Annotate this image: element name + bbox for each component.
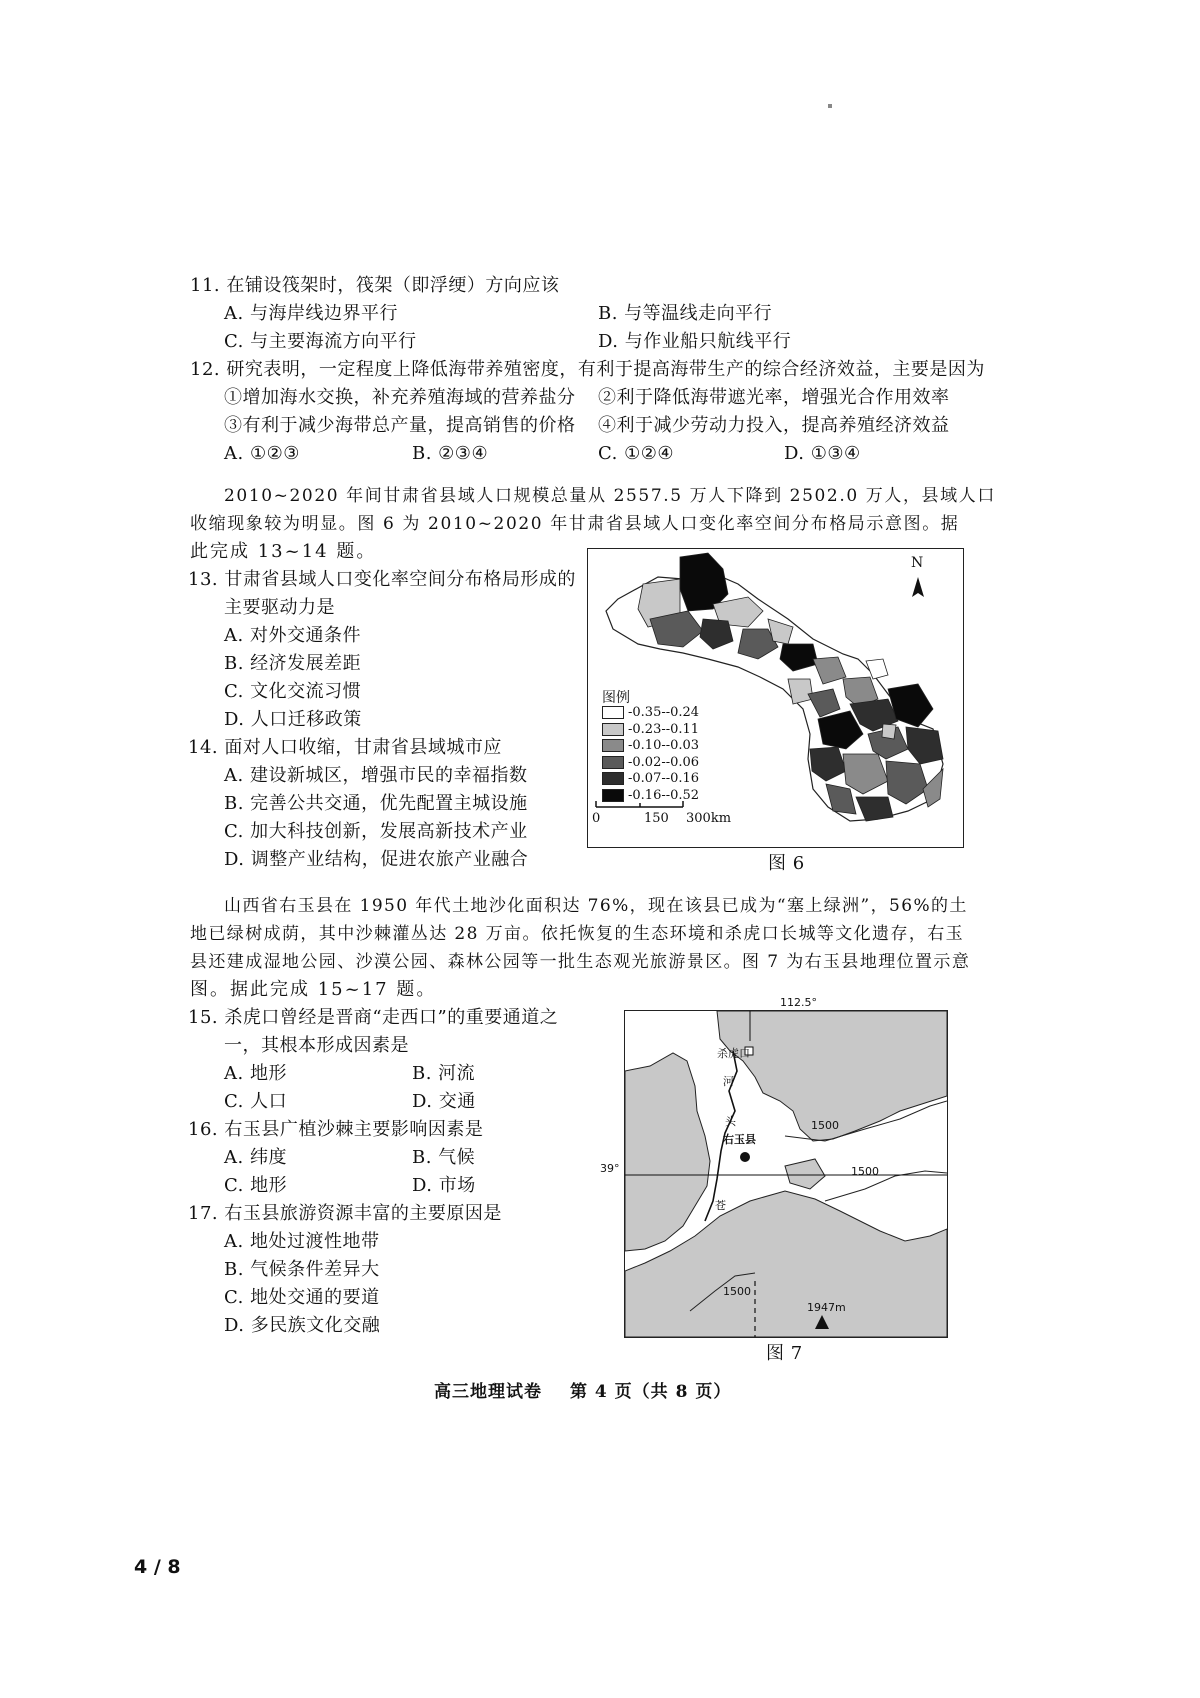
passage2-line1: 山西省右玉县在 1950 年代土地沙化面积达 76%，现在该县已成为“塞上绿洲”，56%的土 bbox=[224, 896, 968, 916]
q14-option-b: B. 完善公共交通，优先配置主城设施 bbox=[224, 793, 528, 814]
legend-swatch bbox=[602, 789, 624, 802]
q12-statement-3: ③有利于减少海带总产量，提高销售的价格 bbox=[224, 415, 576, 436]
q15-option-a: A. 地形 bbox=[224, 1063, 287, 1084]
q14-option-c: C. 加大科技创新，发展高新技术产业 bbox=[224, 821, 528, 842]
scale-label-150: 150 bbox=[644, 811, 669, 826]
legend-label: -0.16--0.52 bbox=[628, 787, 700, 803]
legend-swatch bbox=[602, 772, 624, 785]
q16-option-a: A. 纬度 bbox=[224, 1147, 287, 1168]
pass-label: 杀虎口 bbox=[717, 1047, 750, 1060]
q12-option-c: C. ①②④ bbox=[598, 443, 674, 464]
longitude-label: 112.5° bbox=[780, 996, 817, 1009]
north-label: N bbox=[911, 555, 924, 571]
q13-stem-line2: 主要驱动力是 bbox=[224, 597, 335, 618]
q13-option-d: D. 人口迁移政策 bbox=[224, 709, 362, 730]
scan-speck bbox=[828, 104, 832, 108]
highland-west bbox=[625, 1053, 710, 1251]
legend-label: -0.07--0.16 bbox=[628, 771, 700, 786]
q12-stem: 12. 研究表明，一定程度上降低海带养殖密度，有利于提高海带生产的综合经济效益，主要是因为 bbox=[190, 359, 985, 380]
q15-stem-line2: 一，其根本形成因素是 bbox=[224, 1035, 409, 1056]
figure-6-caption: 图 6 bbox=[768, 853, 805, 874]
scale-label-300km: 300km bbox=[686, 811, 732, 826]
legend-item bbox=[602, 771, 699, 786]
passage2-line4: 图。据此完成 15~17 题。 bbox=[190, 979, 437, 1000]
q14-stem: 14. 面对人口收缩，甘肃省县域城市应 bbox=[188, 737, 502, 758]
river-label-1: 河 bbox=[723, 1075, 734, 1088]
q12-option-b: B. ②③④ bbox=[412, 443, 489, 464]
q16-option-d: D. 市场 bbox=[412, 1175, 476, 1196]
contour-label-1: 1500 bbox=[811, 1119, 839, 1132]
legend-item bbox=[602, 755, 699, 770]
legend-item bbox=[602, 705, 699, 720]
q15-option-d: D. 交通 bbox=[412, 1091, 476, 1112]
page-indicator: 4 / 8 bbox=[134, 1556, 181, 1578]
latitude-label: 39° bbox=[600, 1162, 620, 1175]
figure-6-map bbox=[587, 548, 964, 848]
legend-swatch bbox=[602, 739, 624, 752]
peak-label: 1947m bbox=[807, 1301, 846, 1314]
passage1-line1: 2010~2020 年间甘肃省县域人口规模总量从 2557.5 万人下降到 2502.0 万人，县域人口 bbox=[224, 486, 996, 506]
q12-statement-2: ②利于降低海带遮光率，增强光合作用效率 bbox=[598, 387, 950, 408]
figure-7-map bbox=[624, 1010, 948, 1338]
legend-swatch bbox=[602, 756, 624, 769]
legend-item bbox=[602, 722, 699, 737]
legend-label: -0.02--0.06 bbox=[628, 754, 700, 770]
contour-label-3: 1500 bbox=[723, 1285, 751, 1298]
q16-option-c: C. 地形 bbox=[224, 1175, 288, 1196]
q13-option-b: B. 经济发展差距 bbox=[224, 653, 362, 674]
river-label-3: 苍 bbox=[715, 1199, 726, 1212]
q12-option-d: D. ①③④ bbox=[784, 443, 861, 464]
hill-interior bbox=[785, 1159, 825, 1189]
q11-option-d: D. 与作业船只航线平行 bbox=[598, 331, 792, 352]
scale-label-0: 0 bbox=[592, 811, 601, 826]
passage1-line3: 此完成 13~14 题。 bbox=[190, 541, 377, 562]
q17-option-d: D. 多民族文化交融 bbox=[224, 1315, 381, 1336]
footer-title: 高三地理试卷 bbox=[434, 1382, 542, 1402]
q11-option-c: C. 与主要海流方向平行 bbox=[224, 331, 417, 352]
youyu-topo-map bbox=[625, 1011, 947, 1337]
legend-label: -0.23--0.11 bbox=[628, 721, 700, 737]
q17-stem: 17. 右玉县旅游资源丰富的主要原因是 bbox=[188, 1203, 502, 1224]
q13-option-a: A. 对外交通条件 bbox=[224, 625, 361, 646]
q12-statement-1: ①增加海水交换，补充养殖海域的营养盐分 bbox=[224, 387, 576, 408]
q14-option-d: D. 调整产业结构，促进农旅产业融合 bbox=[224, 849, 529, 870]
passage1-line2: 收缩现象较为明显。图 6 为 2010~2020 年甘肃省县域人口变化率空间分布格局示意图。据 bbox=[190, 514, 960, 534]
q15-option-c: C. 人口 bbox=[224, 1091, 288, 1112]
q11-stem: 11. 在铺设筏架时，筏架（即浮绠）方向应该 bbox=[190, 275, 560, 296]
county-label: 右玉县 bbox=[723, 1133, 756, 1146]
q12-option-a: A. ①②③ bbox=[224, 443, 300, 464]
q13-option-c: C. 文化交流习惯 bbox=[224, 681, 362, 702]
river-label-2: 头 bbox=[725, 1115, 736, 1128]
q15-option-b: B. 河流 bbox=[412, 1063, 476, 1084]
county-seat-dot-icon bbox=[740, 1152, 750, 1162]
legend-title: 图例 bbox=[602, 690, 630, 706]
q15-stem-line1: 15. 杀虎口曾经是晋商“走西口”的重要通道之 bbox=[188, 1007, 559, 1028]
contour-label-2: 1500 bbox=[851, 1165, 879, 1178]
q17-option-c: C. 地处交通的要道 bbox=[224, 1287, 380, 1308]
passage2-line3: 县还建成湿地公园、沙漠公园、森林公园等一批生态观光旅游景区。图 7 为右玉县地理位置示意 bbox=[190, 952, 971, 972]
legend-item bbox=[602, 738, 699, 753]
q17-option-b: B. 气候条件差异大 bbox=[224, 1259, 380, 1280]
q16-option-b: B. 气候 bbox=[412, 1147, 476, 1168]
north-arrow-icon bbox=[912, 577, 924, 597]
q12-statement-4: ④利于减少劳动力投入，提高养殖经济效益 bbox=[598, 415, 950, 436]
q17-option-a: A. 地处过渡性地带 bbox=[224, 1231, 380, 1252]
footer-page: 第 4 页（共 8 页） bbox=[570, 1382, 732, 1402]
figure-7-caption: 图 7 bbox=[766, 1343, 803, 1364]
legend-label: -0.10--0.03 bbox=[628, 738, 700, 753]
legend-swatch bbox=[602, 706, 624, 719]
legend-item bbox=[602, 788, 699, 803]
legend-swatch bbox=[602, 723, 624, 736]
region-light-b bbox=[788, 679, 813, 704]
q13-stem-line1: 13. 甘肃省县域人口变化率空间分布格局形成的 bbox=[188, 569, 576, 590]
legend-label: -0.35--0.24 bbox=[628, 705, 700, 720]
region-light-c bbox=[882, 724, 896, 739]
passage2-line2: 地已绿树成荫，其中沙棘灌丛达 28 万亩。依托恢复的生态环境和杀虎口长城等文化遗存，右玉 bbox=[190, 924, 965, 944]
q11-option-b: B. 与等温线走向平行 bbox=[598, 303, 773, 324]
q16-stem: 16. 右玉县广植沙棘主要影响因素是 bbox=[188, 1119, 484, 1140]
q14-option-a: A. 建设新城区，增强市民的幸福指数 bbox=[224, 765, 528, 786]
q11-option-a: A. 与海岸线边界平行 bbox=[224, 303, 398, 324]
